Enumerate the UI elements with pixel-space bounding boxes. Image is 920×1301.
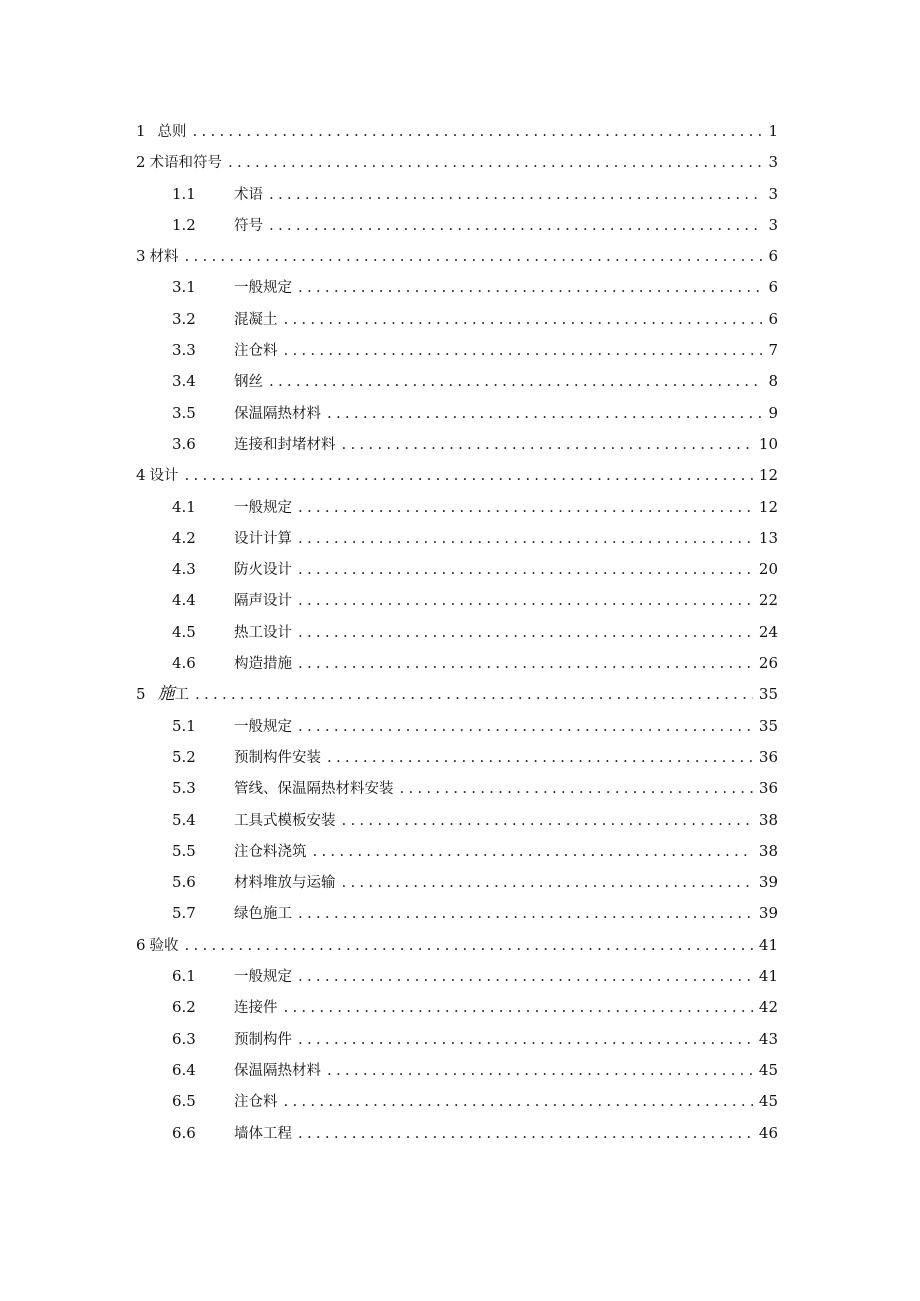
toc-title: 注仓料 <box>234 343 278 360</box>
toc-page-number: 3 <box>768 215 778 234</box>
toc-entry-section[interactable] <box>136 773 778 804</box>
toc-title: 术语和符号 <box>149 155 223 172</box>
toc-number: 5.2 <box>172 747 196 766</box>
toc-entry-chapter-3[interactable] <box>136 241 778 272</box>
toc-leader <box>298 523 753 554</box>
toc-entry-section[interactable] <box>136 272 778 303</box>
toc-entry-section[interactable] <box>136 1118 778 1149</box>
toc-entry-section[interactable] <box>136 836 778 867</box>
toc-title: 材料 <box>149 249 179 266</box>
toc-number: 5 <box>136 685 146 704</box>
toc-page-number: 45 <box>758 1060 778 1079</box>
toc-title: 连接件 <box>234 1000 278 1017</box>
toc-leader <box>342 867 753 898</box>
toc-leader <box>298 1118 753 1149</box>
toc-entry-section[interactable] <box>136 398 778 429</box>
toc-entry-section[interactable] <box>136 179 778 210</box>
toc-leader <box>269 179 762 210</box>
toc-page-number: 36 <box>758 779 778 798</box>
toc-number: 5.5 <box>172 841 196 860</box>
toc-number: 3.1 <box>172 278 196 297</box>
toc-leader <box>342 805 753 836</box>
toc-entry-section[interactable] <box>136 992 778 1023</box>
toc-title: 施工 <box>157 684 190 705</box>
toc-entry-section[interactable] <box>136 1086 778 1117</box>
toc-leader <box>400 773 753 804</box>
toc-title: 管线、保温隔热材料安装 <box>234 781 394 798</box>
toc-leader <box>298 554 753 585</box>
toc-page-number: 38 <box>758 841 778 860</box>
toc-page-number: 3 <box>768 184 778 203</box>
toc-entry-section[interactable] <box>136 210 778 241</box>
toc-title: 墙体工程 <box>234 1125 292 1142</box>
toc-number: 6.6 <box>172 1123 196 1142</box>
toc-page-number: 3 <box>768 153 778 172</box>
toc-number: 1 <box>136 122 146 140</box>
toc-title: 注仓料浇筑 <box>234 843 307 860</box>
toc-page-number: 6 <box>768 278 778 297</box>
toc-page-number: 24 <box>758 622 778 641</box>
toc-entry-section[interactable] <box>136 617 778 648</box>
toc-title: 注仓料 <box>234 1094 278 1111</box>
toc-title: 保温隔热材料 <box>234 405 321 422</box>
toc-entry-section[interactable] <box>136 1055 778 1086</box>
toc-number: 4.5 <box>172 622 196 641</box>
toc-page-number: 8 <box>768 372 778 391</box>
toc-leader <box>284 304 763 335</box>
toc-page-number: 1 <box>768 122 778 140</box>
toc-number: 5.4 <box>172 810 196 829</box>
toc-number: 3.6 <box>172 434 196 453</box>
toc-entry-section[interactable] <box>136 523 778 554</box>
toc-page-number: 7 <box>768 341 778 360</box>
toc-title: 预制构件 <box>234 1031 292 1048</box>
toc-number: 5.6 <box>172 873 196 892</box>
toc-number: 5.3 <box>172 779 196 798</box>
toc-leader <box>269 366 762 397</box>
toc-title: 绿色施工 <box>234 906 292 923</box>
toc-entry-section[interactable] <box>136 711 778 742</box>
toc-title: 一般规定 <box>234 718 292 735</box>
toc-page-number: 39 <box>758 904 778 923</box>
toc-leader <box>298 492 753 523</box>
toc-title: 设计计算 <box>234 530 292 547</box>
toc-leader <box>327 1055 753 1086</box>
toc-entry-section[interactable] <box>136 304 778 335</box>
toc-entry-section[interactable] <box>136 898 778 929</box>
toc-title: 一般规定 <box>234 280 292 297</box>
toc-leader <box>298 585 753 616</box>
toc-number: 6.5 <box>172 1092 196 1111</box>
toc-leader <box>298 898 753 929</box>
toc-number: 1.1 <box>172 184 196 203</box>
toc-entry-chapter-6[interactable] <box>136 930 778 961</box>
toc-title: 验收 <box>149 937 179 954</box>
toc-title: 符号 <box>234 217 263 234</box>
toc-title: 总则 <box>157 124 187 140</box>
toc-page-number: 39 <box>758 873 778 892</box>
toc-title: 术语 <box>234 186 263 203</box>
toc-page-number: 6 <box>768 309 778 328</box>
toc-entry-section[interactable] <box>136 648 778 679</box>
toc-page-number: 6 <box>768 247 778 266</box>
toc-title: 工具式模板安装 <box>234 812 336 829</box>
toc-leader <box>228 147 762 178</box>
toc-number: 3.5 <box>172 403 196 422</box>
toc-number: 5.1 <box>172 716 196 735</box>
toc-page-number: 20 <box>758 560 778 579</box>
toc-page-number: 13 <box>758 528 778 547</box>
toc-title: 材料堆放与运输 <box>234 875 336 892</box>
toc-number: 2 <box>136 153 146 172</box>
toc-leader <box>327 398 762 429</box>
toc-leader <box>284 335 763 366</box>
toc-page-number: 36 <box>758 747 778 766</box>
toc-leader <box>298 961 753 992</box>
toc-entry-section[interactable] <box>136 335 778 366</box>
toc-page-number: 42 <box>758 998 778 1017</box>
toc-entry-section[interactable] <box>136 585 778 616</box>
toc-entry-chapter-1[interactable] <box>136 116 778 147</box>
toc-page-number: 12 <box>758 497 778 516</box>
toc-leader <box>185 241 762 272</box>
toc-entry-section[interactable] <box>136 805 778 836</box>
toc-title: 一般规定 <box>234 969 292 986</box>
toc-number: 5.7 <box>172 904 196 923</box>
toc-title: 隔声设计 <box>234 593 292 610</box>
toc-number: 4.3 <box>172 560 196 579</box>
toc-page-number: 10 <box>758 434 778 453</box>
toc-title: 保温隔热材料 <box>234 1062 321 1079</box>
toc-page-number: 35 <box>758 716 778 735</box>
toc-leader <box>284 1086 753 1117</box>
toc-page-number: 45 <box>758 1092 778 1111</box>
toc-leader <box>313 836 753 867</box>
toc-number: 3.3 <box>172 341 196 360</box>
toc-page-number: 46 <box>758 1123 778 1142</box>
toc-entry-section[interactable] <box>136 961 778 992</box>
toc-page-number: 41 <box>758 967 778 986</box>
toc-number: 4.6 <box>172 654 196 673</box>
toc-leader <box>298 648 753 679</box>
toc-number: 6.3 <box>172 1029 196 1048</box>
toc-leader <box>284 992 753 1023</box>
toc-leader <box>327 742 753 773</box>
toc-title: 设计 <box>149 468 179 485</box>
toc-page-number: 12 <box>758 466 778 485</box>
toc-number: 6.4 <box>172 1060 196 1079</box>
toc-page-number: 9 <box>768 403 778 422</box>
toc-page-number: 26 <box>758 654 778 673</box>
toc-entry-section[interactable] <box>136 492 778 523</box>
toc-entry-chapter-5[interactable] <box>136 679 778 710</box>
toc-number: 3 <box>136 247 146 266</box>
toc-page-number: 41 <box>758 935 778 954</box>
toc-number: 1.2 <box>172 215 196 234</box>
toc-title: 一般规定 <box>234 499 292 516</box>
toc-title: 钢丝 <box>234 374 263 391</box>
toc-entry-section[interactable] <box>136 1024 778 1055</box>
toc-leader <box>298 1024 753 1055</box>
toc-leader <box>195 679 753 710</box>
table-of-contents <box>136 116 778 1149</box>
toc-title: 防火设计 <box>234 562 292 579</box>
toc-number: 3.2 <box>172 309 196 328</box>
toc-page-number: 43 <box>758 1029 778 1048</box>
toc-leader <box>185 460 753 491</box>
toc-title: 混凝土 <box>234 311 278 328</box>
toc-number: 6 <box>136 935 146 954</box>
toc-entry-chapter-4[interactable] <box>136 460 778 491</box>
toc-entry-section[interactable] <box>136 366 778 397</box>
toc-leader <box>298 272 762 303</box>
toc-leader <box>298 617 753 648</box>
toc-page-number: 38 <box>758 810 778 829</box>
toc-number: 4.1 <box>172 497 196 516</box>
toc-leader <box>269 210 762 241</box>
toc-page-number: 35 <box>758 685 778 704</box>
toc-number: 4.2 <box>172 528 196 547</box>
toc-title: 预制构件安装 <box>234 749 321 766</box>
toc-title: 热工设计 <box>234 624 292 641</box>
toc-title: 构造措施 <box>234 656 292 673</box>
toc-leader <box>193 116 762 147</box>
toc-entry-section[interactable] <box>136 554 778 585</box>
toc-entry-chapter-2[interactable] <box>136 147 778 178</box>
toc-entry-section[interactable] <box>136 867 778 898</box>
toc-number: 3.4 <box>172 372 196 391</box>
toc-number: 6.2 <box>172 998 196 1017</box>
toc-title: 连接和封堵材料 <box>234 436 336 453</box>
toc-page-number: 22 <box>758 591 778 610</box>
toc-entry-section[interactable] <box>136 742 778 773</box>
toc-leader <box>298 711 753 742</box>
toc-number: 4.4 <box>172 591 196 610</box>
toc-entry-section[interactable] <box>136 429 778 460</box>
toc-leader <box>342 429 753 460</box>
toc-leader <box>185 930 753 961</box>
toc-number: 6.1 <box>172 967 196 986</box>
toc-number: 4 <box>136 466 146 485</box>
